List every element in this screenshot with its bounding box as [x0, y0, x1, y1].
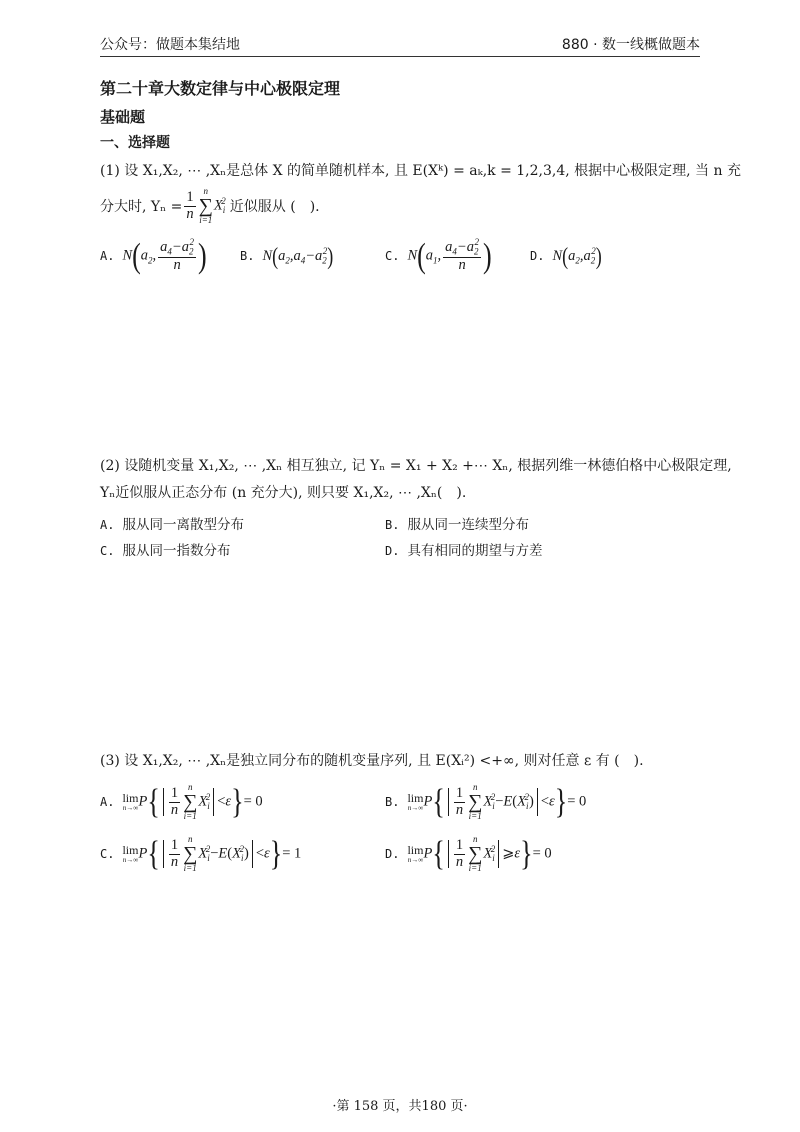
q1-option-a-formula: $N(a_2$, $\frac{a_4-a_2^2}{n}$ ) — [122, 235, 207, 275]
q3-option-a-formula: lim n→∞ P{ $\frac{1}{n}$ n ∑ i=1 $X_i^2 <\varepsilon\}= 0$ — [122, 781, 263, 821]
q1-formula: $\frac{1}{n}$ n ∑ i=1 $X_i^2$ — [186, 186, 226, 225]
q3-option-a-label: A. — [100, 795, 115, 809]
q3-option-d-label: D. — [385, 847, 400, 861]
header-left-text: 公众号：做题本集结地 — [100, 37, 240, 53]
q3-stem-line1: 设 X₁,X₂, ⋯ ,Xₙ是独立同分布的随机变量序列, 且 E(Xᵢ²) <+∞, 则对任意 ε 有 ( ). — [124, 753, 644, 769]
q1-option-a-label: A. — [100, 249, 115, 263]
q1-option-c-formula: $N(a_1$, $\frac{a_4-a_2^2}{n}$ ) — [407, 235, 492, 275]
q1-option-c[interactable] — [385, 236, 492, 276]
q1-line2 — [100, 186, 320, 226]
q1-option-c-label: C. — [385, 249, 400, 263]
q3-option-d[interactable] — [385, 832, 552, 876]
q2-option-d[interactable] — [385, 539, 542, 559]
q2-option-a-text: 服从同一离散型分布 — [122, 517, 244, 533]
q3-option-b[interactable] — [385, 780, 586, 824]
q1-stem-line1: 设 X₁,X₂, ⋯ ,Xₙ是总体 X 的简单随机样本, 且 E(Xᵏ) = aₖ,k = 1,2,3,4, 根据中心极限定理, 当 n 充 — [124, 163, 741, 179]
q3-option-c-label: C. — [100, 847, 115, 861]
q1-option-b-label: B. — [240, 249, 255, 263]
q2-option-b[interactable] — [385, 513, 529, 533]
q3-option-b-formula: lim n→∞ P{ $\frac{1}{n}$ n ∑ i=1 $X_i^2-E(X_i^2) <\varepsilon\}= 0$ — [407, 781, 587, 821]
subsection-title: 一、选择题 — [100, 135, 170, 151]
q2-option-c[interactable] — [100, 539, 230, 559]
q1-stem-line2-suffix: 近似服从 ( ). — [229, 199, 320, 215]
q1-option-b[interactable] — [240, 236, 333, 276]
q3-option-b-label: B. — [385, 795, 400, 809]
q3-option-c-formula: lim n→∞ P{ $\frac{1}{n}$ n ∑ i=1 $X_i^2-E(X_i^2) <\varepsilon\}= 1$ — [122, 833, 302, 873]
q1-stem-line2-prefix: 分大时, Yₙ = — [100, 199, 183, 215]
q2-option-a[interactable] — [100, 513, 244, 533]
q3-option-a[interactable] — [100, 780, 263, 824]
q1-line1 — [100, 160, 741, 180]
chapter-title: 第二十章大数定律与中心极限定理 — [100, 79, 341, 98]
q1-option-d-formula: $N(a_2,a_2^2)$ — [552, 241, 602, 269]
q2-option-d-label: D. — [385, 544, 400, 558]
q3-option-d-formula: lim n→∞ P{ $\frac{1}{n}$ n ∑ i=1 $X_i^2$ ⩾ε}= 0 — [407, 833, 552, 873]
q2-option-a-label: A. — [100, 518, 115, 532]
q1-option-d-label: D. — [530, 249, 545, 263]
q2-line1 — [100, 455, 732, 475]
q3-number: (3) — [100, 753, 120, 769]
q2-stem-line1: 设随机变量 X₁,X₂, ⋯ ,Xₙ 相互独立, 记 Yₙ = X₁ + X₂ +⋯ Xₙ, 根据列维一林德伯格中心极限定理, — [124, 458, 732, 474]
section-title: 基础题 — [100, 108, 146, 126]
q2-number: (2) — [100, 458, 120, 474]
q1-number: (1) — [100, 163, 120, 179]
page-footer: ·第 158 页，共180 页· — [332, 1099, 468, 1114]
q1-option-d[interactable] — [530, 236, 602, 276]
q2-option-c-text: 服从同一指数分布 — [122, 543, 231, 559]
q1-option-a[interactable] — [100, 236, 207, 276]
q2-option-d-text: 具有相同的期望与方差 — [407, 543, 543, 559]
page-header — [100, 26, 700, 57]
q2-option-b-text: 服从同一连续型分布 — [407, 517, 529, 533]
q3-option-c[interactable] — [100, 832, 301, 876]
header-right-text: 880 · 数一线概做题本 — [561, 37, 700, 53]
q1-option-b-formula: $N(a_2,a_4-a_2^2)$ — [262, 241, 334, 269]
q2-stem-line2: Yₙ近似服从正态分布 (n 充分大), 则只要 X₁,X₂, ⋯ ,Xₙ( ). — [100, 485, 467, 501]
q2-option-b-label: B. — [385, 518, 400, 532]
q2-option-c-label: C. — [100, 544, 115, 558]
q3-line1 — [100, 750, 644, 770]
